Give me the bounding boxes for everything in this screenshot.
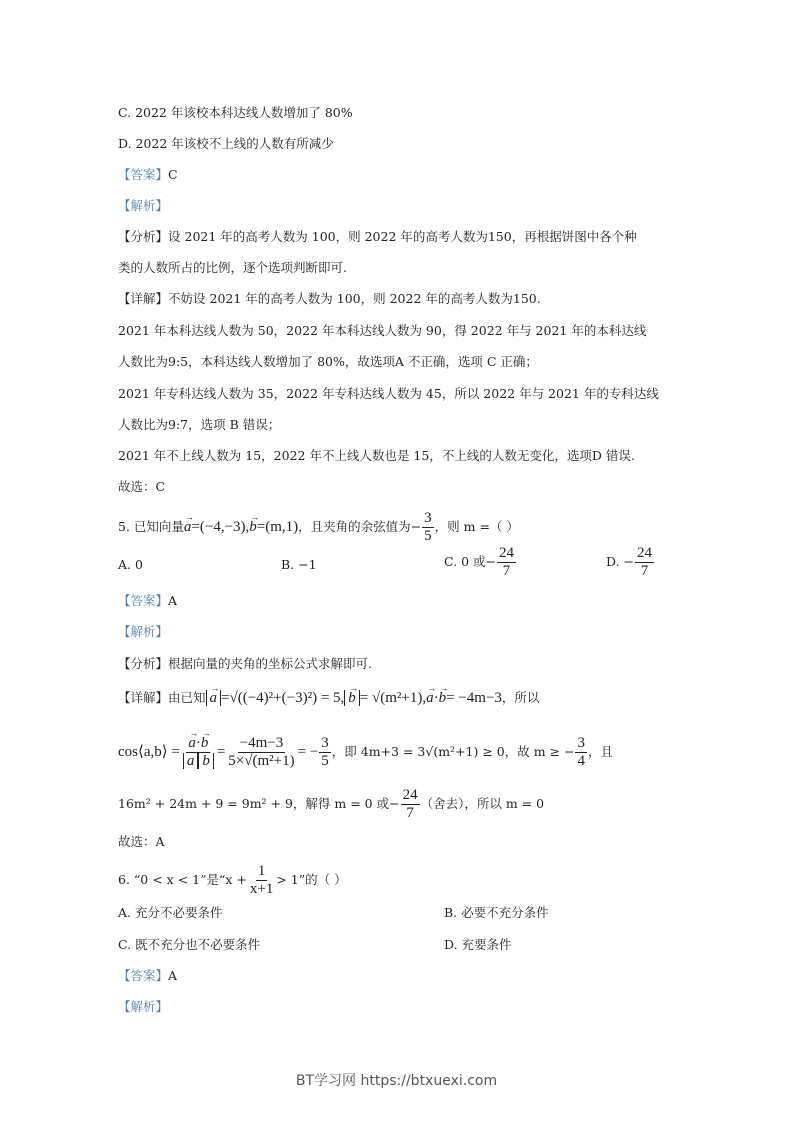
xiangjie-label: 【详解】 [118, 291, 169, 306]
q5-stem-prefix: 5. 已知向量 [118, 519, 184, 534]
q6-fraction: $\frac{1}{x+1}$ [249, 863, 274, 897]
q6-stem [118, 863, 347, 898]
q5-cos-line: cos⟨a,b⟩ = → a·→ b → a → b = $\frac{-4m-3}{\text{5×√(m²+1)}}$ = − $\frac{3}{5}$ ，即 4m+3 = 3√(m²+1) ≥ 0，故 m ≥ − $\frac{3}{4}$ ，且 [118, 735, 613, 770]
answer-row-prev [118, 166, 178, 184]
answer-value: C [168, 167, 178, 182]
q5-xiangjie-line-1: 【详解】由已知 → a =√((−4)²+(−3)²) = 5, → b = √(m²+1),→ a·→ b= −4m−3，所以 [118, 689, 539, 707]
q6-option-a: A. 充分不必要条件 [118, 905, 223, 920]
benke-line-2: 人数比为9:5，本科达线人数增加了 80%，故选项A 不正确，选项 C 正确； [118, 354, 538, 369]
answer-label: 【答案】 [118, 968, 169, 983]
q5-vector-b: =(m,1) [256, 519, 299, 535]
xiangjie-prefix: 由已知 [168, 690, 206, 705]
answer-label: 【答案】 [118, 167, 169, 182]
fenxi-label: 【分析】 [118, 229, 169, 244]
zhuanke-line-2: 人数比为9:7，选项 B 错误； [118, 417, 281, 432]
q5-option-b: B. −1 [281, 557, 317, 572]
q6-option-d: D. 充要条件 [444, 937, 512, 952]
q5-stem-suffix: ，则 m =（ ） [434, 519, 519, 534]
cos-mid: ，即 4m+3 = 3√(m²+1) ≥ 0，故 m ≥ − [331, 744, 575, 759]
equation-prefix: 16m² + 24m + 9 = 9m² + 9，解得 m = 0 或− [118, 796, 400, 811]
q6-option-c: C. 既不充分也不必要条件 [118, 937, 261, 952]
q6-answer-row [118, 967, 177, 985]
q5-stem: 5. 已知向量→ a=(−4,−3),→ b=(m,1)，且夹角的余弦值为− $\frac{3}{5}$ ，则 m =（ ） [118, 510, 519, 545]
cos-suffix: ，且 [587, 744, 613, 759]
fenxi-text: 设 2021 年的高考人数为 100，则 2022 年的高考人数为150，再根据饼图中各个种 [168, 229, 637, 244]
bushang-line: 2021 年不上线人数为 15，2022 年不上线人数也是 15，不上线的人数无变化，选项D 错误. [118, 448, 635, 463]
q6-analysis-label: 【解析】 [118, 999, 169, 1014]
fenxi-label: 【分析】 [118, 656, 169, 671]
q5-answer-row [118, 592, 177, 610]
cos-frac-2: $\frac{-4m-3}{\text{5×√(m²+1)}}$ [228, 735, 295, 769]
option-c-prev: C. 2022 年该校本科达线人数增加了 80% [118, 105, 353, 120]
option-d-prev: D. 2022 年该校不上线的人数有所减少 [118, 136, 334, 151]
q5-equation-line: 16m² + 24m + 9 = 9m² + 9，解得 m = 0 或− $\frac{24}{7}$ （舍去），所以 m = 0 [118, 787, 545, 821]
q6-stem-prefix: 6. “0 < x < 1”是“x + [118, 872, 247, 887]
answer-label: 【答案】 [118, 593, 169, 608]
answer-value: A [168, 968, 178, 983]
q6-option-b: B. 必要不充分条件 [444, 905, 549, 920]
q5-option-d: D. − $\frac{24}{7}$ [606, 545, 652, 579]
equation-suffix: （舍去），所以 m = 0 [420, 796, 545, 811]
cos-prefix: cos⟨a,b⟩ = [118, 744, 180, 760]
analysis-label: 【解析】 [118, 198, 169, 213]
xiangjie-suffix: ，所以 [501, 690, 540, 705]
q5-option-c: C. 0 或− $\frac{24}{7}$ [444, 545, 514, 579]
answer-value: A [168, 593, 178, 608]
fenxi-line-2: 类的人数所占的比例，逐个选项判断即可. [118, 260, 347, 275]
norm-a-formula: =√((−4)²+(−3)²) = 5, [221, 690, 345, 706]
q5-conclusion: 故选：A [118, 834, 165, 849]
zhuanke-line-1: 2021 年专科达线人数为 35，2022 年专科达线人数为 45，所以 2022 年与 2021 年的专科达线 [118, 386, 659, 401]
q5-fenxi [118, 655, 372, 673]
q6-stem-suffix: > 1”的（ ） [276, 872, 347, 887]
xiangjie-text: 不妨设 2021 年的高考人数为 100，则 2022 年的高考人数为150. [168, 291, 541, 306]
cos-frac-1: → a·→ b → a → b [181, 735, 216, 770]
fenxi-text: 根据向量的夹角的坐标公式求解即可. [168, 656, 372, 671]
q5-vector-a: =(−4,−3), [191, 519, 250, 535]
xiangjie-line-1 [118, 290, 541, 308]
xiangjie-label: 【详解】 [118, 690, 169, 705]
dot-product-formula: = −4m−3 [446, 690, 502, 706]
conclusion-prev: 故选：C [118, 479, 166, 494]
q5-stem-mid: ，且夹角的余弦值为− [298, 519, 422, 534]
q5-cos-fraction: $\frac{3}{5}$ [424, 510, 432, 544]
fenxi-line-1 [118, 228, 637, 246]
benke-line-1: 2021 年本科达线人数为 50，2022 年本科达线人数为 90，得 2022 年与 2021 年的本科达线 [118, 323, 647, 338]
q5-analysis-label: 【解析】 [118, 624, 169, 639]
footer-watermark: BT学习网 https://btxuexi.com [295, 1073, 498, 1089]
norm-b-formula: = √(m²+1), [359, 690, 427, 706]
q5-option-a: A. 0 [118, 557, 143, 572]
